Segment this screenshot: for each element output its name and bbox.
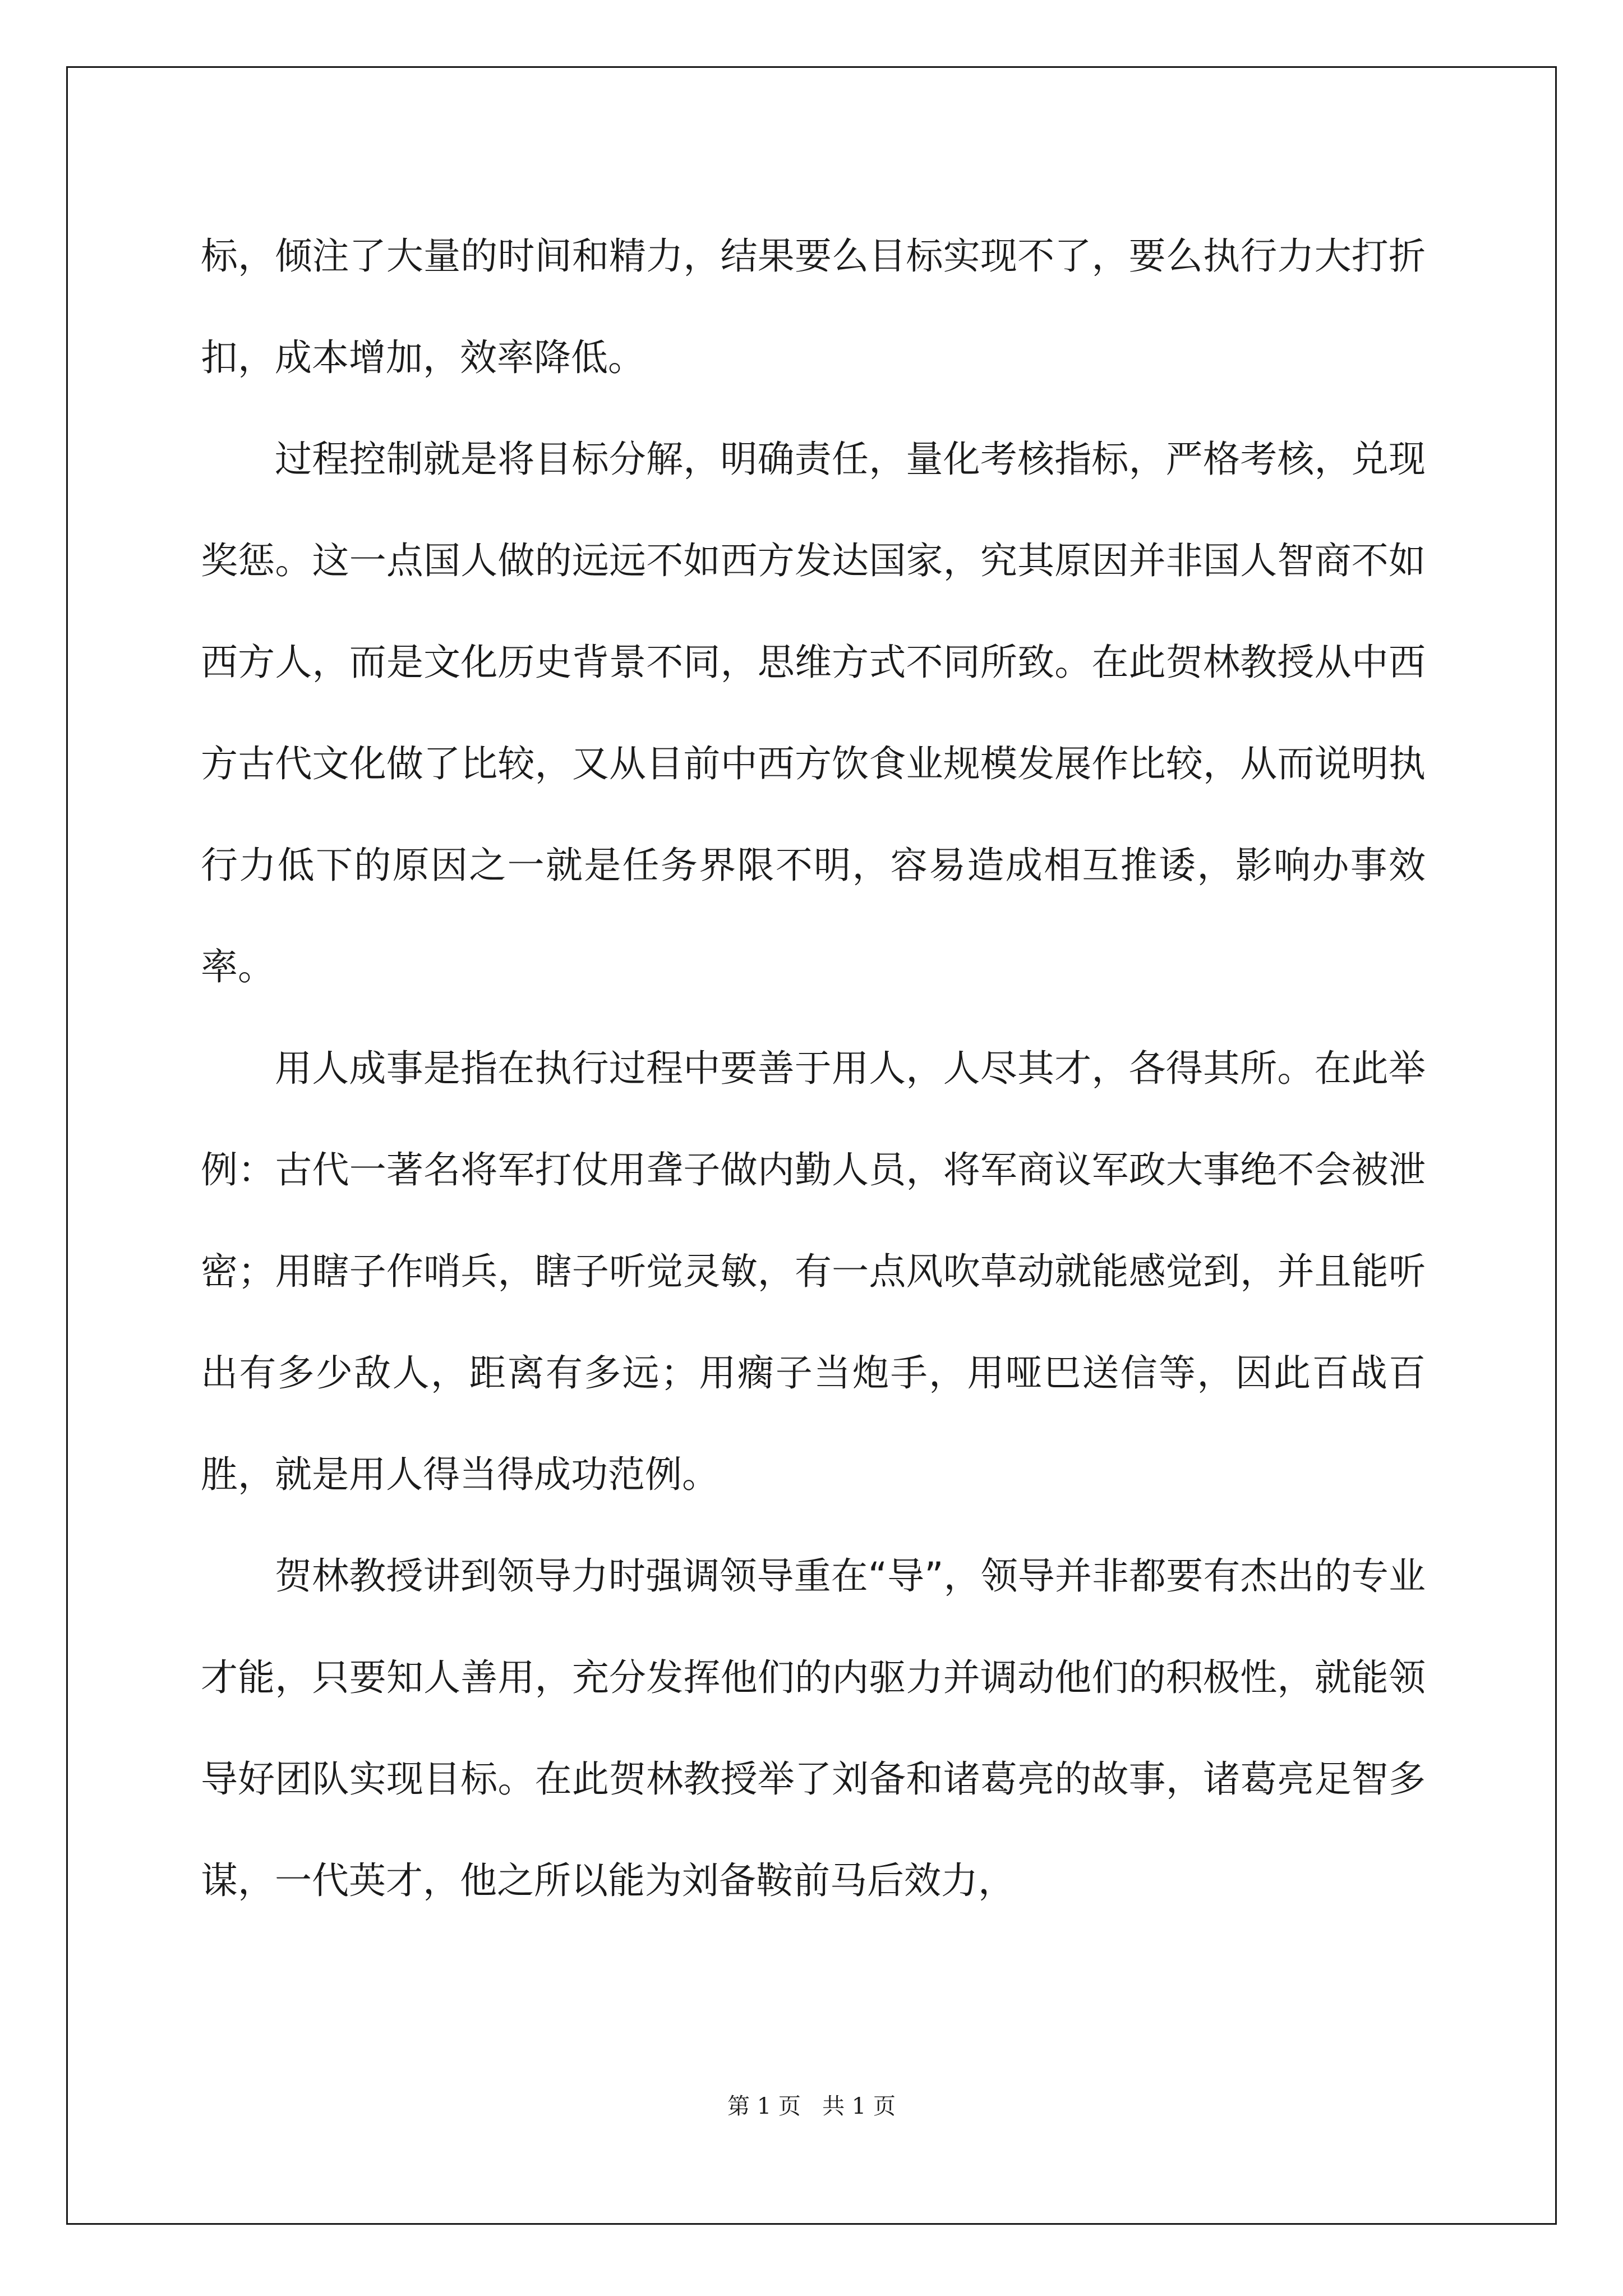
paragraph-continued: 标，倾注了大量的时间和精力，结果要么目标实现不了，要么执行力大打折扣，成本增加，效率降低。 bbox=[201, 234, 1426, 379]
page-footer: 第 1 页 共 1 页 bbox=[727, 2093, 896, 2119]
paragraph-process-control: 过程控制就是将目标分解，明确责任，量化考核指标，严格考核，兑现奖惩。这一点国人做的远远不如西方发达国家，究其原因并非国人智商不如西方人，而是文化历史背景不同，思维方式不同所致。在此贺林教授从中西方古代文化做了比较，又从目前中西方饮食业规模发展作比较，从而说明执行力低下的原因之一就是任务界限不明，容易造成相互推诿，影响办事效率。 bbox=[201, 438, 1426, 988]
paragraph-leadership: 贺林教授讲到领导力时强调领导重在“导”，领导并非都要有杰出的专业才能，只要知人善用，充分发挥他们的内驱力并调动他们的积极性，就能领导好团队实现目标。在此贺林教授举了刘备和诸葛亮的故事，诸葛亮足智多谋，一代英才，他之所以能为刘备鞍前马后效力， bbox=[201, 1554, 1426, 1902]
paragraph-people: 用人成事是指在执行过程中要善于用人，人尽其才，各得其所。在此举例：古代一著名将军打仗用聋子做内勤人员，将军商议军政大事绝不会被泄密；用瞎子作哨兵，瞎子听觉灵敏，有一点风吹草动就能感觉到，并且能听出有多少敌人，距离有多远；用瘸子当炮手，用哑巴送信等，因此百战百胜，就是用人得当得成功范例。 bbox=[201, 1047, 1426, 1496]
document-body bbox=[201, 205, 1426, 1931]
